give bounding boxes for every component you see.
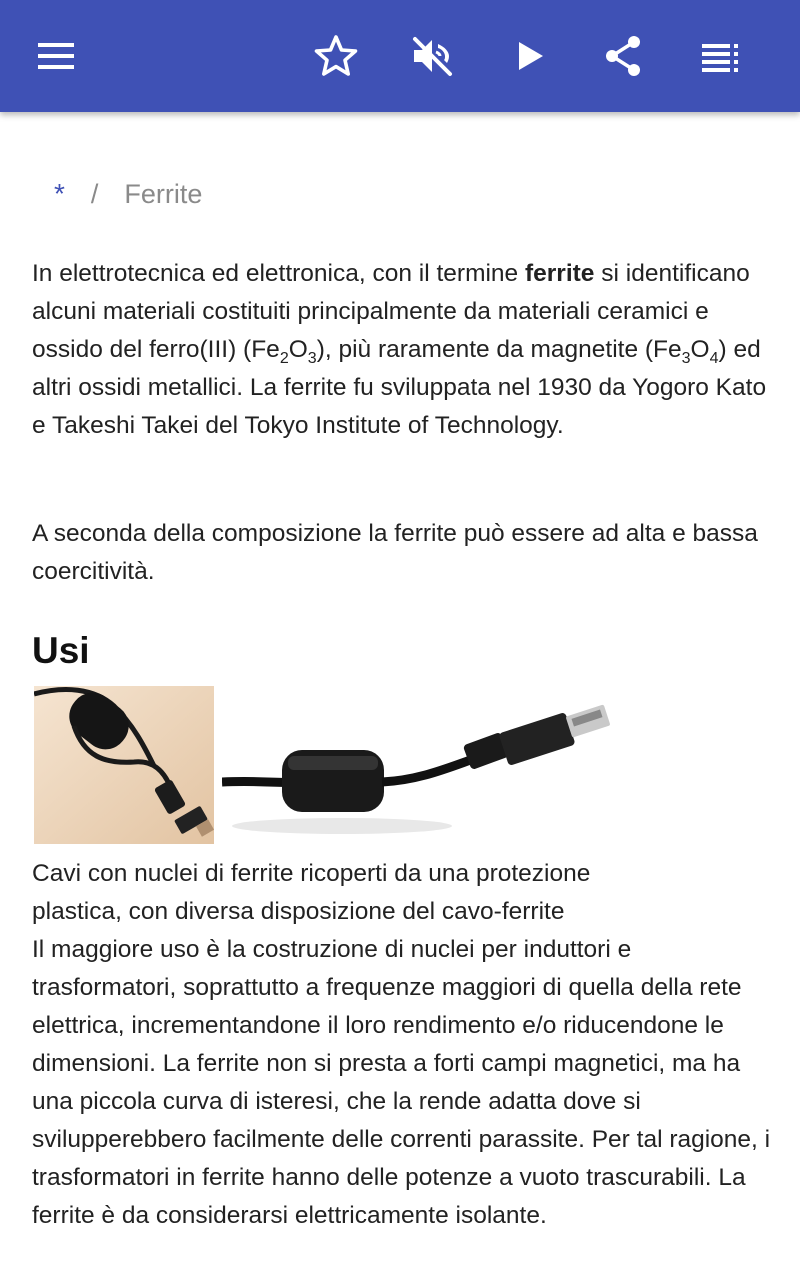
share-icon[interactable] xyxy=(596,28,652,84)
toc-icon[interactable] xyxy=(692,28,748,84)
ferrite-cable-photo-1[interactable] xyxy=(34,686,214,844)
image-caption xyxy=(32,855,772,931)
breadcrumb-current: Ferrite xyxy=(124,179,203,209)
paragraph-coercivity: A seconda della composizione la ferrite può essere ad alta e bassa coercitività. xyxy=(32,520,758,585)
breadcrumb-home-link[interactable]: * xyxy=(54,178,65,209)
breadcrumb-separator: / xyxy=(90,179,99,209)
section-heading-usi: Usi xyxy=(32,630,90,671)
breadcrumb xyxy=(54,178,202,218)
caption-line-1: Cavi con nuclei di ferrite ricoperti da una protezione xyxy=(32,860,591,887)
intro-paragraph: In elettrotecnica ed elettronica, con il termine ferrite si identificano alcuni materiali costituiti principalmente da materiali ceramici e ossido del ferro(III) $(Fe_2O_3)$, più raramente da magnetite $(Fe_3O_4)$ ed altri ossidi metallici. La ferrite fu sviluppata nel 1930 da Yogoro Kato e Takeshi Takei del Tokyo Institute of Technology. xyxy=(32,260,767,439)
star-icon[interactable] xyxy=(308,28,364,84)
paragraph-uses: Il maggiore uso è la costruzione di nuclei per induttori e trasformatori, soprattutto a frequenze maggiori di quella della rete elettrica, incrementandone il loro rendimento e/o riducendone le dimensioni. La ferrite non si presta a forti campi magnetici, ma ha una piccola curva di isteresi, che la rende adatta dove si svilupperebbero facilmente delle correnti parassite. Per tal ragione, i trasformatori in ferrite hanno delle potenze a vuoto trascurabili. La ferrite è da considerarsi elettricamente isolante. xyxy=(32,936,771,1229)
volume-off-icon[interactable] xyxy=(404,28,460,84)
app-bar xyxy=(0,0,800,112)
caption-line-2: plastica, con diversa disposizione del cavo-ferrite xyxy=(32,898,565,925)
play-icon[interactable] xyxy=(500,28,556,84)
term-bold: ferrite xyxy=(524,260,595,287)
menu-icon[interactable] xyxy=(28,28,84,84)
ferrite-cable-photo-2[interactable] xyxy=(222,686,622,844)
